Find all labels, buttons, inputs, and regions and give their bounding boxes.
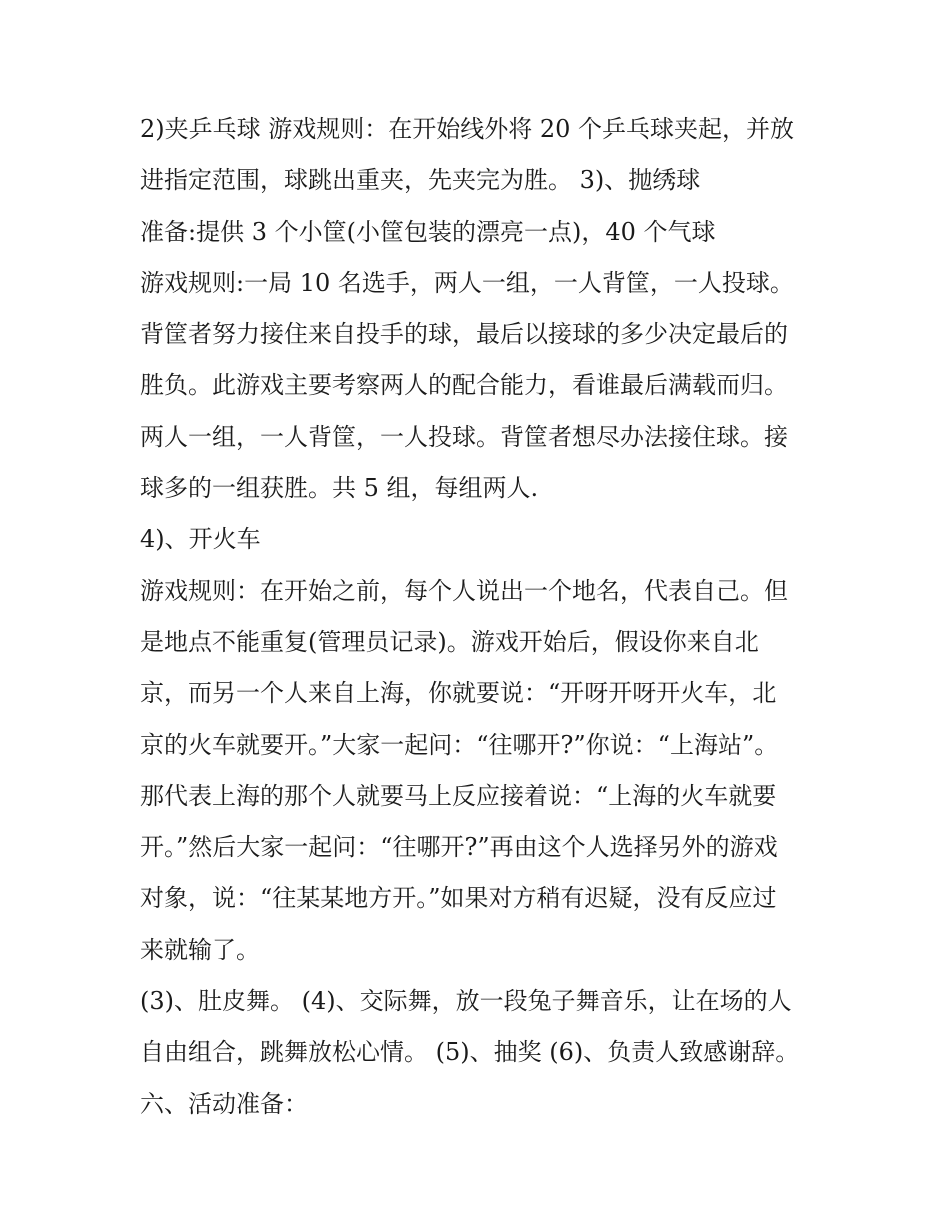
section-heading: 六、活动准备： bbox=[140, 1089, 308, 1118]
text-line: 两人一组，一人背筐，一人投球。背筐者想尽办法接住球。接 bbox=[140, 422, 788, 451]
text-line: 京的火车就要开。”大家一起问：“往哪开?”你说：“上海站”。 bbox=[140, 730, 779, 759]
text-line: 对象，说：“往某某地方开。”如果对方稍有迟疑，没有反应过 bbox=[140, 884, 777, 913]
text-line: 来就输了。 bbox=[140, 935, 260, 964]
body-text bbox=[140, 104, 820, 1130]
text-line: 那代表上海的那个人就要马上反应接着说：“上海的火车就要 bbox=[140, 781, 777, 810]
text-line: 游戏规则：在开始之前，每个人说出一个地名，代表自己。但 bbox=[140, 576, 788, 605]
text-line: 背筐者努力接住来自投手的球，最后以接球的多少决定最后的 bbox=[140, 320, 788, 349]
text-line: 球多的一组获胜。共 5 组，每组两人. bbox=[140, 474, 539, 503]
text-line: 是地点不能重复(管理员记录)。游戏开始后，假设你来自北 bbox=[140, 627, 759, 656]
text-line: 游戏规则:一局 10 名选手，两人一组，一人背筐，一人投球。 bbox=[140, 268, 794, 297]
text-line: 自由组合，跳舞放松心情。 (5)、抽奖 (6)、负责人致感谢辞。 bbox=[140, 1038, 800, 1067]
text-line: (3)、肚皮舞。 (4)、交际舞，放一段兔子舞音乐，让在场的人 bbox=[140, 987, 792, 1016]
text-line: 进指定范围，球跳出重夹，先夹完为胜。 3)、抛绣球 bbox=[140, 166, 701, 195]
text-line: 准备:提供 3 个小筐(小筐包装的漂亮一点)，40 个气球 bbox=[140, 217, 716, 246]
text-line: 开。”然后大家一起问：“往哪开?”再由这个人选择另外的游戏 bbox=[140, 833, 778, 862]
text-line: 4)、开火车 bbox=[140, 525, 261, 554]
text-line: 京，而另一个人来自上海，你就要说：“开呀开呀开火车，北 bbox=[140, 679, 777, 708]
text-line: 2)夹乒乓球 游戏规则：在开始线外将 20 个乒乓球夹起，并放 bbox=[140, 115, 795, 143]
text-line: 胜负。此游戏主要考察两人的配合能力，看谁最后满载而归。 bbox=[140, 371, 788, 400]
